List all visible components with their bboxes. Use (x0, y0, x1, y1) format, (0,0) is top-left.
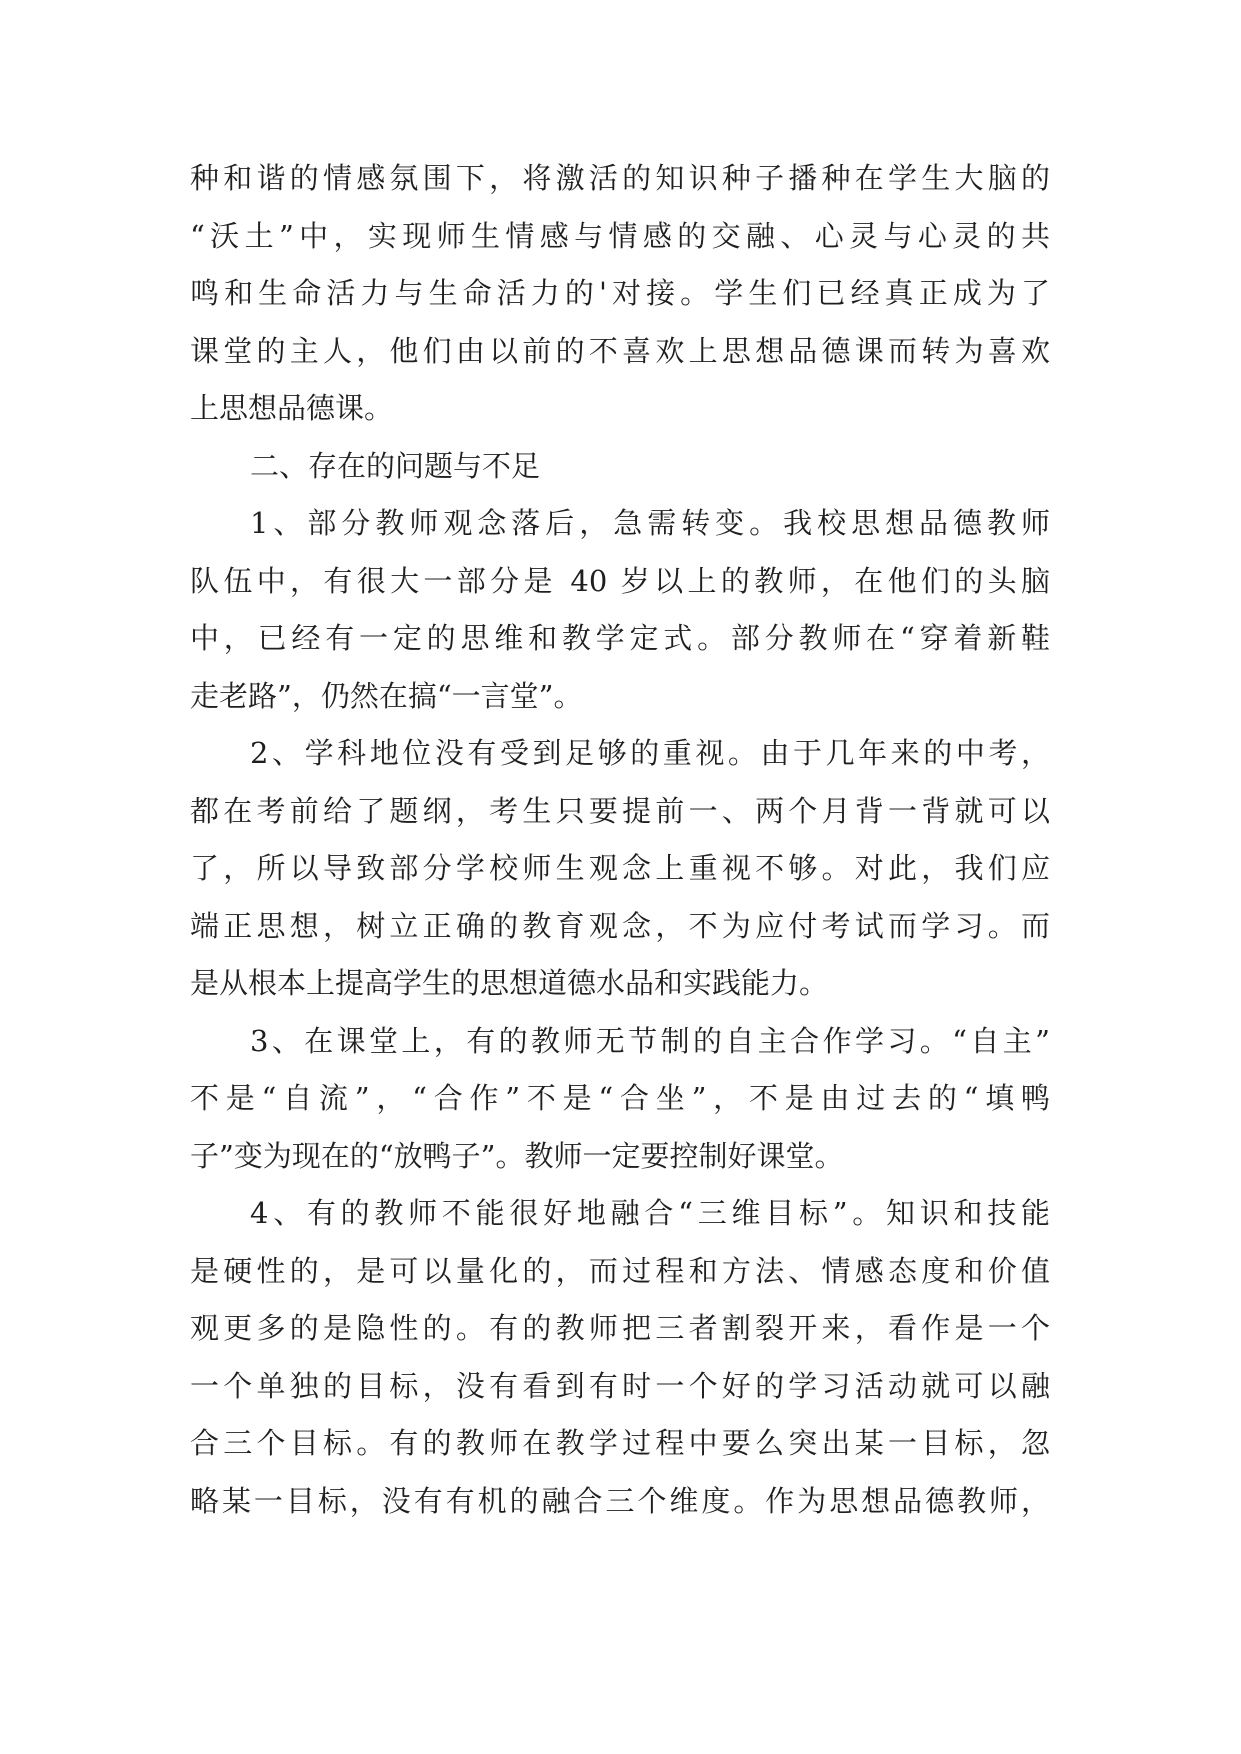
text-line: 走老路”，仍然在搞“一言堂”。 (190, 678, 583, 713)
text-line: 子”变为现在的“放鸭子”。教师一定要控制好课堂。 (190, 1138, 844, 1173)
text-line: 2、学科地位没有受到足够的重视。由于几年来的中考， (250, 736, 1050, 770)
text-line: 不是“自流”，“合作”不是“合坐”，不是由过去的“填鸭 (190, 1081, 1050, 1115)
text-line: 一个单独的目标，没有看到有时一个好的学习活动就可以融 (190, 1368, 1050, 1403)
text-line: 队伍中，有很大一部分是 40 岁以上的教师，在他们的头脑 (190, 563, 1050, 598)
text-line: 鸣和生命活力与生命活力的'对接。学生们已经真正成为了 (190, 276, 1050, 310)
text-line: 4、有的教师不能很好地融合“三维目标”。知识和技能 (250, 1196, 1050, 1230)
text-line: 种和谐的情感氛围下，将激活的知识种子播种在学生大脑的 (190, 161, 1050, 195)
text-line: 了，所以导致部分学校师生观念上重视不够。对此，我们应 (190, 851, 1050, 885)
text-line: “沃土”中，实现师生情感与情感的交融、心灵与心灵的共 (190, 218, 1050, 253)
text-line: 是硬性的，是可以量化的，而过程和方法、情感态度和价值 (190, 1253, 1050, 1288)
text-line: 课堂的主人，他们由以前的不喜欢上思想品德课而转为喜欢 (190, 333, 1050, 368)
text-line: 端正思想，树立正确的教育观念，不为应付考试而学习。而 (190, 908, 1050, 943)
text-line: 上思想品德课。 (190, 391, 394, 425)
text-line: 都在考前给了题纲，考生只要提前一、两个月背一背就可以 (190, 793, 1050, 828)
text-line: 略某一目标，没有有机的融合三个维度。作为思想品德教师， (190, 1483, 1050, 1518)
text-line: 1、部分教师观念落后，急需转变。我校思想品德教师 (250, 506, 1050, 540)
document-body (190, 150, 1050, 1530)
text-line: 合三个目标。有的教师在教学过程中要么突出某一目标，忽 (190, 1426, 1050, 1460)
text-line: 中，已经有一定的思维和教学定式。部分教师在“穿着新鞋 (190, 621, 1050, 655)
text-line: 观更多的是隐性的。有的教师把三者割裂开来，看作是一个 (190, 1311, 1050, 1345)
text-line: 3、在课堂上，有的教师无节制的自主合作学习。“自主” (250, 1023, 1050, 1058)
section-heading: 二、存在的问题与不足 (250, 448, 541, 483)
text-line: 是从根本上提高学生的思想道德水品和实践能力。 (190, 966, 829, 1000)
